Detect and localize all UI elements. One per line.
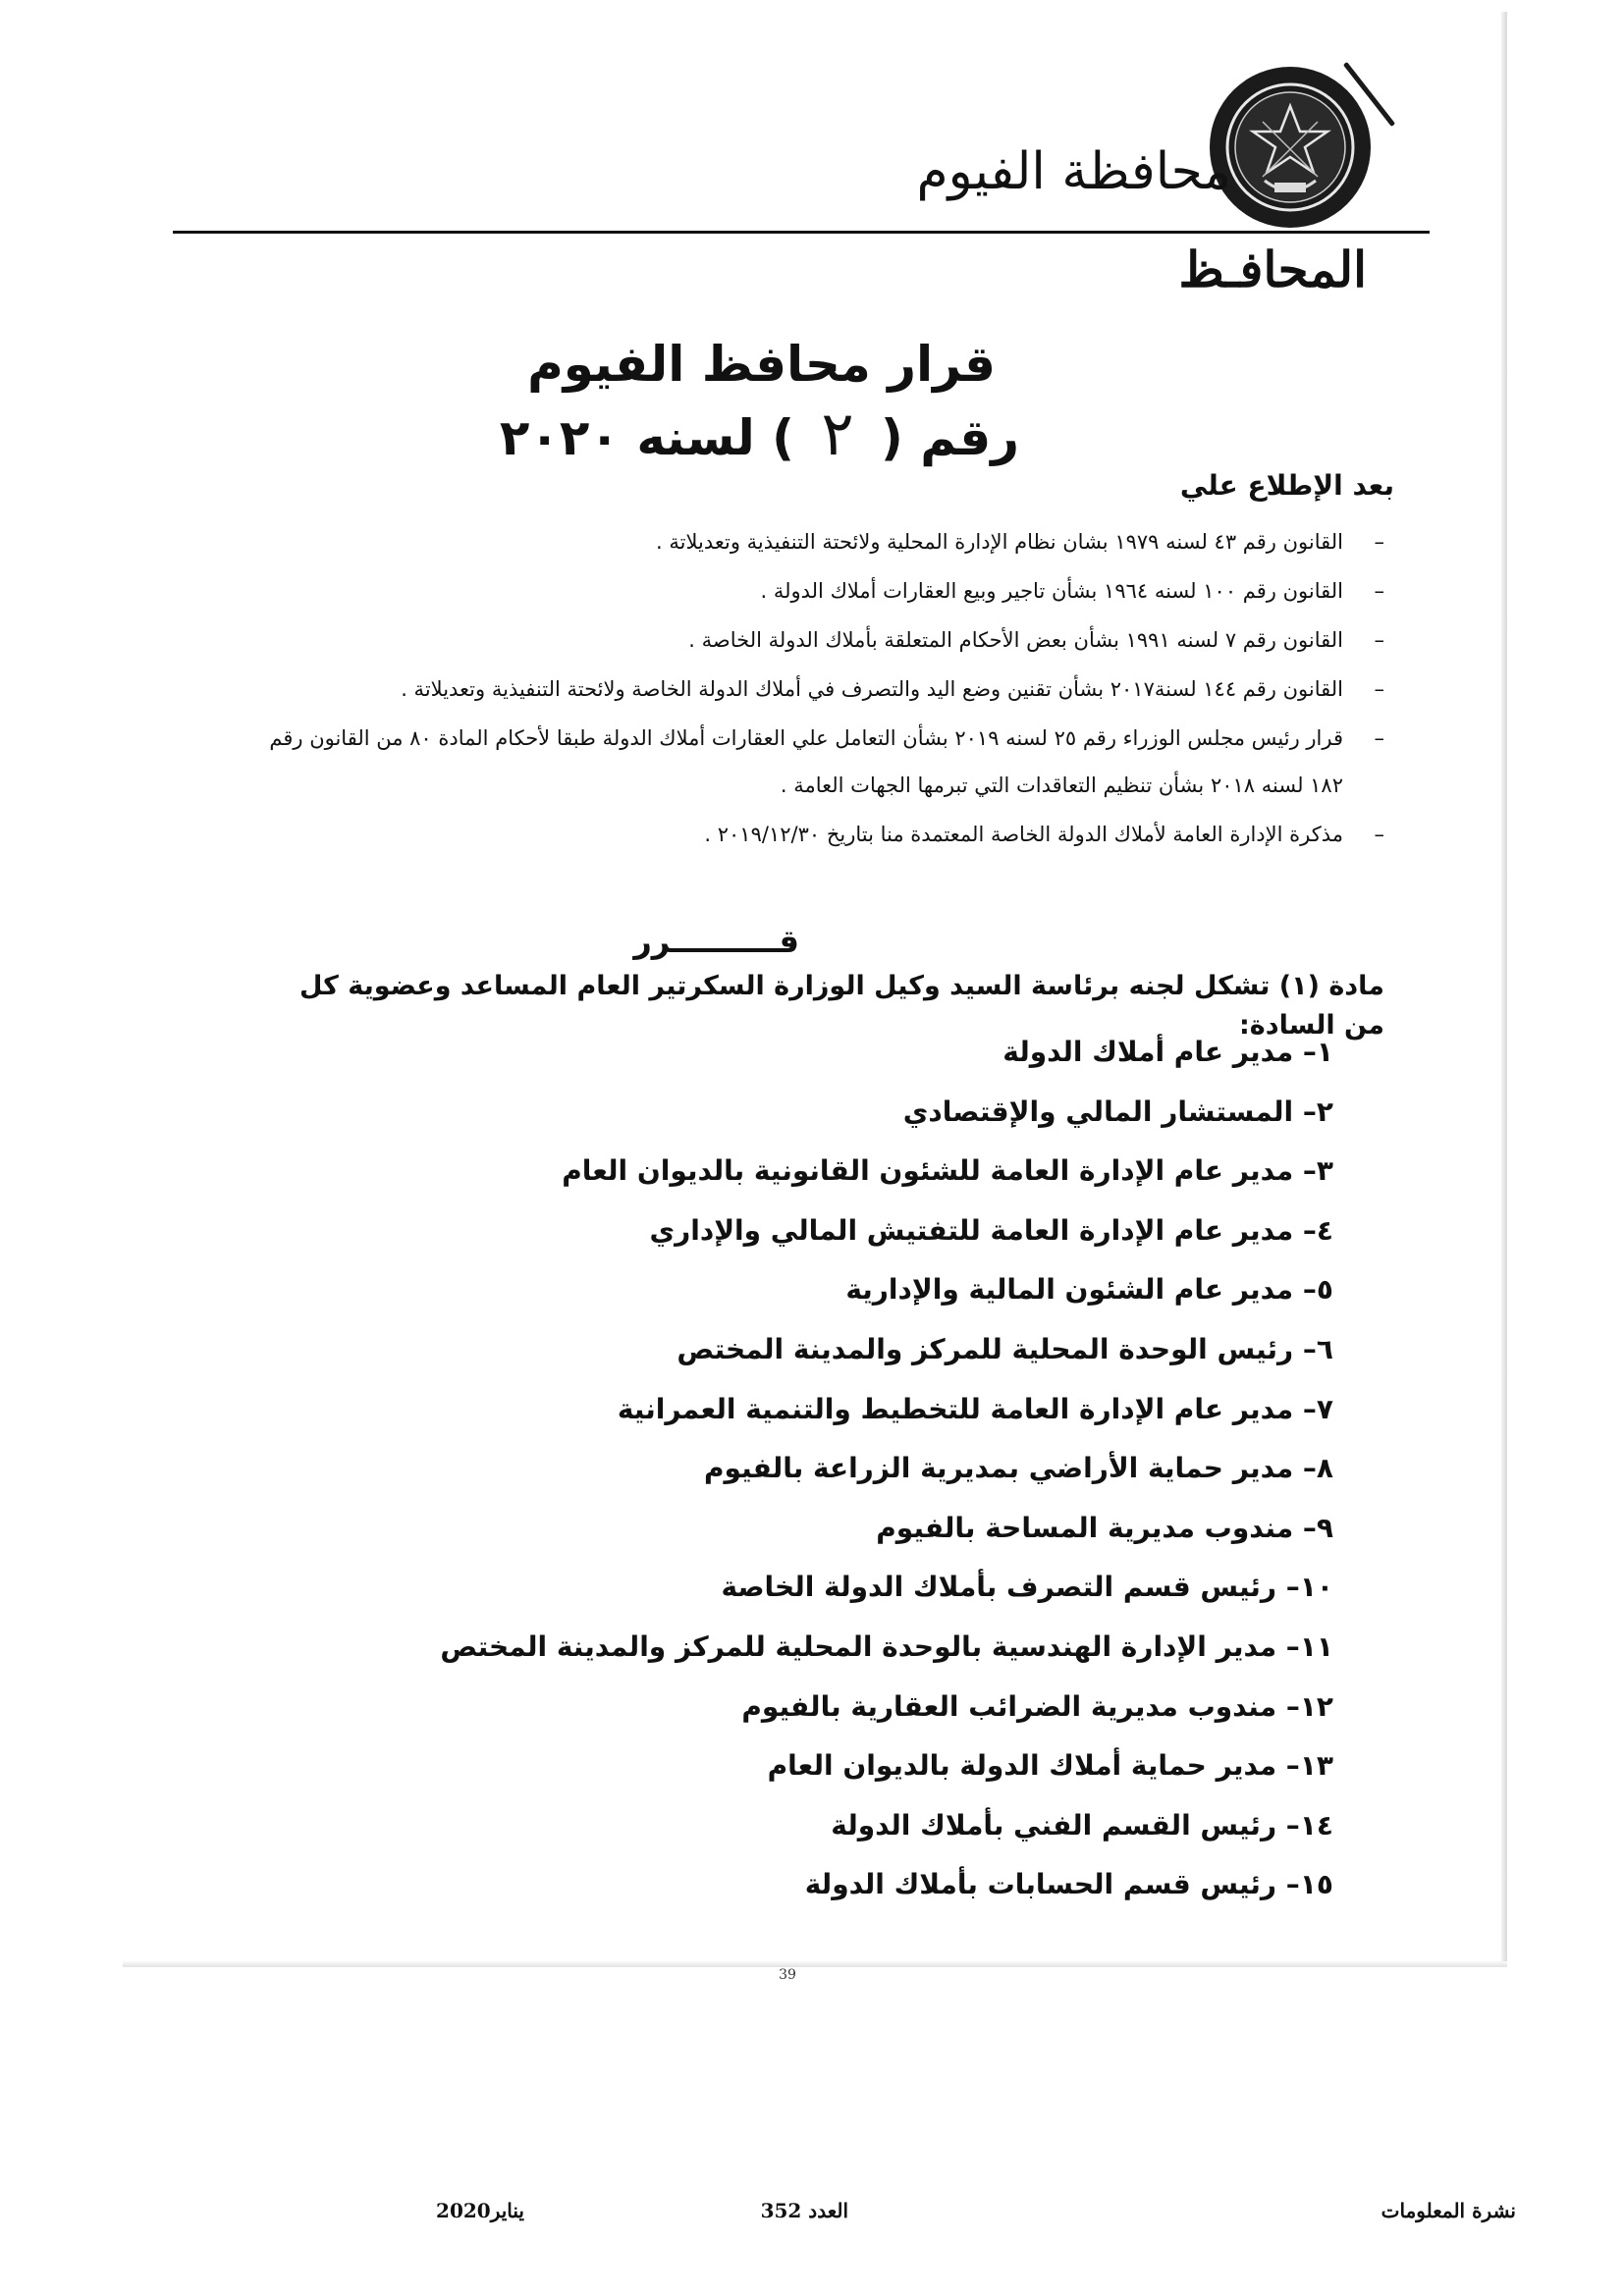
page-number: 39 (779, 1967, 796, 1983)
decree-number: ٢ (821, 398, 854, 469)
preamble-item: – القانون رقم ١٠٠ لسنه ١٩٦٤ بشأن تاجير وبيع العقارات أملاك الدولة . (255, 567, 1384, 614)
preamble-item: – مذكرة الإدارة العامة لأملاك الدولة الخاصة المعتمدة منا بتاريخ ٢٠١٩/١٢/٣٠ . (255, 811, 1384, 858)
committee-member: ١٢– مندوب مديرية الضرائب العقارية بالفيوم (741, 1689, 1333, 1723)
decree-number-line (500, 398, 1019, 469)
committee-member: ١٣– مدير حماية أملاك الدولة بالديوان العام (767, 1749, 1333, 1783)
committee-member: ٤– مدير عام الإدارة العامة للتفتيش المالي والإداري (649, 1213, 1333, 1247)
preamble-item: – القانون رقم ٤٣ لسنه ١٩٧٩ بشان نظام الإدارة المحلية ولائحتة التنفيذية وتعديلاتة . (255, 518, 1384, 565)
committee-member: ٦– رئيس الوحدة المحلية للمركز والمدينة المختص (677, 1332, 1333, 1365)
decision-heading: قــــــــــرر (633, 923, 799, 960)
footer-issue: العدد 352 (760, 2199, 848, 2222)
decree-number-suffix: ) لسنه ٢٠٢٠ (499, 409, 794, 466)
scan-edge (1501, 12, 1507, 1967)
header-divider (173, 231, 1430, 234)
committee-member: ٥– مدير عام الشئون المالية والإدارية (845, 1273, 1333, 1307)
committee-members-list (440, 1023, 1333, 1915)
decree-title: قرار محافظ الفيوم (527, 336, 996, 393)
scan-edge (123, 1961, 1507, 1967)
preamble-list (255, 518, 1384, 860)
committee-member: ٣– مدير عام الإدارة العامة للشئون القانونية بالديوان العام (562, 1154, 1333, 1188)
footer (0, 2199, 1624, 2238)
committee-member: ٢– المستشار المالي والإقتصادي (902, 1095, 1333, 1128)
committee-member: ١١– مدير الإدارة الهندسية بالوحدة المحلية للمركز والمدينة المختص (440, 1629, 1333, 1663)
preamble-item: – قرار رئيس مجلس الوزراء رقم ٢٥ لسنه ٢٠١٩ بشأن التعامل علي العقارات أملاك الدولة طبقا لأحكام المادة ٨٠ من القانون رقم ١٨٢ لسنه ٢٠١٨ بشأن تنظيم التعاقدات التي تبرمها الجهات العامة . (255, 715, 1384, 809)
committee-member: ١– مدير عام أملاك الدولة (1002, 1036, 1333, 1068)
committee-member: ٧– مدير عام الإدارة العامة للتخطيط والتنمية العمرانية (617, 1392, 1333, 1425)
article-1: مادة (١) تشكل لجنه برئاسة السيد وكيل الوزارة السكرتير العام المساعد وعضوية كل من السادة: (299, 971, 1384, 1041)
footer-date: يناير2020 (436, 2199, 524, 2222)
preamble-item: – القانون رقم ٧ لسنه ١٩٩١ بشأن بعض الأحكام المتعلقة بأملاك الدولة الخاصة . (255, 616, 1384, 664)
governorate-name: محافظة الفيوم (916, 142, 1231, 201)
footer-publication: نشرة المعلومات (1380, 2199, 1516, 2222)
committee-member: ١٤– رئيس القسم الفني بأملاك الدولة (831, 1808, 1333, 1842)
office-title: المحافـظ (1178, 240, 1367, 298)
preamble-item: – القانون رقم ١٤٤ لسنة٢٠١٧ بشأن تقنين وضع اليد والتصرف في أملاك الدولة الخاصة ولائحتة التنفيذية وتعديلاتة . (255, 666, 1384, 713)
committee-member: ٩– مندوب مديرية المساحة بالفيوم (876, 1511, 1333, 1544)
decree-number-prefix: رقم ( (881, 409, 1019, 466)
preamble-intro: بعد الإطلاع علي (1179, 469, 1394, 502)
committee-member: ١٥– رئيس قسم الحسابات بأملاك الدولة (804, 1868, 1333, 1901)
committee-member: ٨– مدير حماية الأراضي بمديرية الزراعة بالفيوم (704, 1452, 1333, 1485)
committee-member: ١٠– رئيس قسم التصرف بأملاك الدولة الخاصة (721, 1571, 1333, 1604)
